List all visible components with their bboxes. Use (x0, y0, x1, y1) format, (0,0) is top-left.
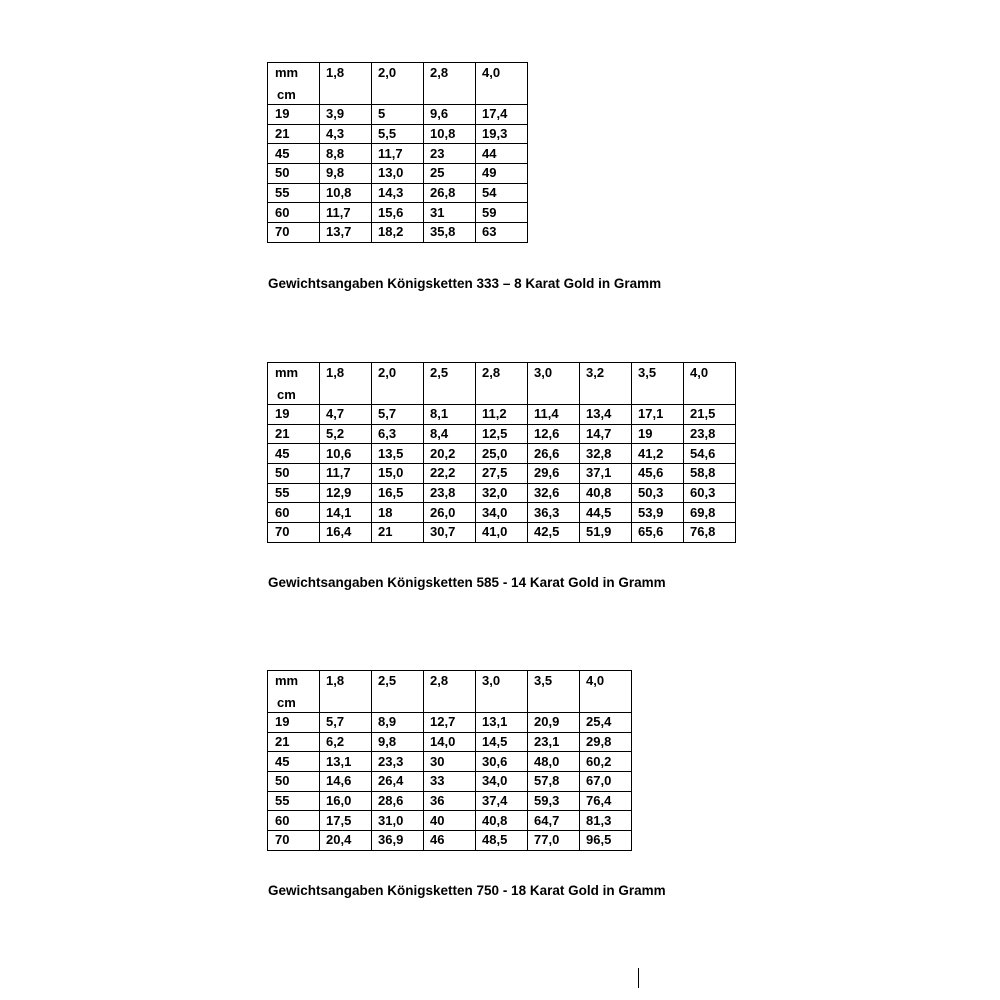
weight-cell: 28,6 (372, 791, 424, 811)
header-row (268, 63, 528, 86)
unit-mm-label: mm (268, 63, 320, 86)
weight-cell: 31,0 (372, 811, 424, 831)
length-cell: 70 (268, 223, 320, 243)
unit-mm-label: mm (268, 671, 320, 694)
weight-cell: 34,0 (476, 772, 528, 792)
table-row (268, 144, 528, 164)
weight-cell: 36,9 (372, 831, 424, 851)
weight-cell: 29,6 (528, 464, 580, 484)
weight-cell: 26,8 (424, 183, 476, 203)
table-row (268, 811, 632, 831)
length-cell: 60 (268, 503, 320, 523)
diameter-header: 1,8 (320, 63, 372, 105)
weight-cell: 23 (424, 144, 476, 164)
weight-cell: 10,8 (320, 183, 372, 203)
length-cell: 45 (268, 144, 320, 164)
weight-cell: 25,4 (580, 713, 632, 733)
table-row (268, 772, 632, 792)
weight-cell: 13,7 (320, 223, 372, 243)
weight-cell: 14,1 (320, 503, 372, 523)
table-row (268, 464, 736, 484)
weight-cell: 64,7 (528, 811, 580, 831)
caption-585: Gewichtsangaben Königsketten 585 - 14 Karat Gold in Gramm (268, 575, 666, 590)
weight-cell: 5 (372, 105, 424, 125)
weight-cell: 27,5 (476, 464, 528, 484)
weight-cell: 65,6 (632, 523, 684, 543)
unit-cm-label: cm (268, 86, 320, 105)
weight-cell: 5,7 (320, 713, 372, 733)
weight-cell: 17,5 (320, 811, 372, 831)
diameter-header: 3,0 (528, 363, 580, 405)
weight-cell: 46 (424, 831, 476, 851)
weight-cell: 36 (424, 791, 476, 811)
table-row (268, 223, 528, 243)
weight-cell: 40 (424, 811, 476, 831)
diameter-header: 3,0 (476, 671, 528, 713)
length-cell: 21 (268, 124, 320, 144)
weight-cell: 26,4 (372, 772, 424, 792)
weight-cell: 67,0 (580, 772, 632, 792)
weight-cell: 14,0 (424, 732, 476, 752)
length-cell: 55 (268, 483, 320, 503)
weight-cell: 54,6 (684, 444, 736, 464)
weight-cell: 76,8 (684, 523, 736, 543)
weight-cell: 49 (476, 164, 528, 184)
weight-cell: 35,8 (424, 223, 476, 243)
weight-cell: 42,5 (528, 523, 580, 543)
weight-cell: 23,8 (684, 424, 736, 444)
header-row (268, 671, 632, 694)
weight-table-750 (267, 670, 632, 851)
length-cell: 50 (268, 164, 320, 184)
length-cell: 50 (268, 464, 320, 484)
weight-cell: 37,4 (476, 791, 528, 811)
weight-cell: 9,8 (372, 732, 424, 752)
table-row (268, 503, 736, 523)
weight-cell: 12,6 (528, 424, 580, 444)
diameter-header: 2,8 (424, 63, 476, 105)
weight-cell: 16,5 (372, 483, 424, 503)
weight-cell: 41,0 (476, 523, 528, 543)
diameter-header: 4,0 (580, 671, 632, 713)
weight-cell: 31 (424, 203, 476, 223)
weight-cell: 13,4 (580, 405, 632, 425)
table-row (268, 732, 632, 752)
header-row (268, 363, 736, 386)
length-cell: 45 (268, 752, 320, 772)
diameter-header: 3,5 (528, 671, 580, 713)
weight-cell: 30 (424, 752, 476, 772)
weight-cell: 63 (476, 223, 528, 243)
weight-cell: 41,2 (632, 444, 684, 464)
weight-cell: 14,3 (372, 183, 424, 203)
weight-cell: 25 (424, 164, 476, 184)
weight-cell: 51,9 (580, 523, 632, 543)
table-row (268, 523, 736, 543)
table-row (268, 183, 528, 203)
diameter-header: 3,5 (632, 363, 684, 405)
weight-cell: 17,4 (476, 105, 528, 125)
weight-cell: 14,5 (476, 732, 528, 752)
weight-cell: 30,6 (476, 752, 528, 772)
weight-cell: 96,5 (580, 831, 632, 851)
weight-cell: 58,8 (684, 464, 736, 484)
length-cell: 50 (268, 772, 320, 792)
weight-cell: 9,6 (424, 105, 476, 125)
weight-cell: 13,1 (476, 713, 528, 733)
weight-cell: 10,8 (424, 124, 476, 144)
weight-cell: 29,8 (580, 732, 632, 752)
weight-cell: 30,7 (424, 523, 476, 543)
weight-cell: 26,0 (424, 503, 476, 523)
diameter-header: 2,0 (372, 63, 424, 105)
weight-cell: 48,0 (528, 752, 580, 772)
weight-cell: 8,4 (424, 424, 476, 444)
weight-cell: 33 (424, 772, 476, 792)
diameter-header: 2,8 (476, 363, 528, 405)
weight-cell: 44,5 (580, 503, 632, 523)
table-row (268, 405, 736, 425)
weight-cell: 50,3 (632, 483, 684, 503)
weight-cell: 54 (476, 183, 528, 203)
weight-cell: 40,8 (580, 483, 632, 503)
weight-cell: 8,1 (424, 405, 476, 425)
weight-cell: 60,3 (684, 483, 736, 503)
weight-cell: 19 (632, 424, 684, 444)
table-row (268, 752, 632, 772)
unit-cm-label: cm (268, 694, 320, 713)
length-cell: 60 (268, 203, 320, 223)
length-cell: 55 (268, 183, 320, 203)
weight-cell: 81,3 (580, 811, 632, 831)
weight-cell: 9,8 (320, 164, 372, 184)
unit-cm-label: cm (268, 386, 320, 405)
weight-cell: 32,0 (476, 483, 528, 503)
length-cell: 70 (268, 523, 320, 543)
weight-cell: 15,0 (372, 464, 424, 484)
diameter-header: 4,0 (684, 363, 736, 405)
weight-cell: 20,9 (528, 713, 580, 733)
length-cell: 19 (268, 105, 320, 125)
weight-cell: 48,5 (476, 831, 528, 851)
length-cell: 55 (268, 791, 320, 811)
diameter-header: 2,8 (424, 671, 476, 713)
table-row (268, 164, 528, 184)
length-cell: 60 (268, 811, 320, 831)
weight-cell: 25,0 (476, 444, 528, 464)
weight-cell: 23,8 (424, 483, 476, 503)
weight-cell: 21,5 (684, 405, 736, 425)
weight-cell: 12,9 (320, 483, 372, 503)
weight-cell: 10,6 (320, 444, 372, 464)
table-row (268, 444, 736, 464)
diameter-header: 3,2 (580, 363, 632, 405)
diameter-header: 1,8 (320, 671, 372, 713)
weight-cell: 4,7 (320, 405, 372, 425)
weight-cell: 20,4 (320, 831, 372, 851)
weight-cell: 14,6 (320, 772, 372, 792)
caption-750: Gewichtsangaben Königsketten 750 - 18 Karat Gold in Gramm (268, 883, 666, 898)
length-cell: 70 (268, 831, 320, 851)
unit-mm-label: mm (268, 363, 320, 386)
weight-cell: 13,0 (372, 164, 424, 184)
table-row (268, 105, 528, 125)
diameter-header: 2,0 (372, 363, 424, 405)
weight-cell: 6,3 (372, 424, 424, 444)
weight-cell: 22,2 (424, 464, 476, 484)
weight-cell: 8,9 (372, 713, 424, 733)
weight-cell: 18,2 (372, 223, 424, 243)
weight-cell: 34,0 (476, 503, 528, 523)
weight-cell: 16,4 (320, 523, 372, 543)
weight-cell: 26,6 (528, 444, 580, 464)
weight-cell: 11,7 (320, 203, 372, 223)
weight-cell: 17,1 (632, 405, 684, 425)
table-row (268, 791, 632, 811)
weight-cell: 14,7 (580, 424, 632, 444)
weight-cell: 23,3 (372, 752, 424, 772)
diameter-header: 4,0 (476, 63, 528, 105)
table-row (268, 483, 736, 503)
weight-cell: 11,4 (528, 405, 580, 425)
table-row (268, 124, 528, 144)
weight-cell: 12,7 (424, 713, 476, 733)
weight-cell: 45,6 (632, 464, 684, 484)
length-cell: 19 (268, 405, 320, 425)
text-cursor (638, 968, 639, 988)
weight-cell: 12,5 (476, 424, 528, 444)
weight-cell: 3,9 (320, 105, 372, 125)
diameter-header: 1,8 (320, 363, 372, 405)
weight-cell: 32,6 (528, 483, 580, 503)
weight-cell: 11,7 (372, 144, 424, 164)
table-row (268, 203, 528, 223)
weight-cell: 6,2 (320, 732, 372, 752)
weight-cell: 13,5 (372, 444, 424, 464)
length-cell: 21 (268, 424, 320, 444)
weight-cell: 19,3 (476, 124, 528, 144)
weight-cell: 21 (372, 523, 424, 543)
weight-cell: 69,8 (684, 503, 736, 523)
weight-cell: 11,2 (476, 405, 528, 425)
weight-cell: 57,8 (528, 772, 580, 792)
weight-cell: 59,3 (528, 791, 580, 811)
weight-cell: 32,8 (580, 444, 632, 464)
weight-cell: 76,4 (580, 791, 632, 811)
weight-table-333 (267, 62, 528, 243)
weight-cell: 44 (476, 144, 528, 164)
weight-cell: 37,1 (580, 464, 632, 484)
weight-cell: 13,1 (320, 752, 372, 772)
weight-cell: 20,2 (424, 444, 476, 464)
weight-cell: 5,2 (320, 424, 372, 444)
weight-cell: 53,9 (632, 503, 684, 523)
weight-cell: 5,5 (372, 124, 424, 144)
weight-cell: 18 (372, 503, 424, 523)
weight-cell: 8,8 (320, 144, 372, 164)
weight-cell: 36,3 (528, 503, 580, 523)
weight-cell: 77,0 (528, 831, 580, 851)
weight-cell: 16,0 (320, 791, 372, 811)
weight-cell: 59 (476, 203, 528, 223)
diameter-header: 2,5 (372, 671, 424, 713)
table-row (268, 831, 632, 851)
weight-cell: 40,8 (476, 811, 528, 831)
weight-cell: 5,7 (372, 405, 424, 425)
length-cell: 19 (268, 713, 320, 733)
caption-333: Gewichtsangaben Königsketten 333 – 8 Karat Gold in Gramm (268, 276, 662, 291)
table-row (268, 424, 736, 444)
weight-cell: 4,3 (320, 124, 372, 144)
length-cell: 45 (268, 444, 320, 464)
weight-cell: 11,7 (320, 464, 372, 484)
weight-cell: 23,1 (528, 732, 580, 752)
weight-cell: 60,2 (580, 752, 632, 772)
diameter-header: 2,5 (424, 363, 476, 405)
weight-cell: 15,6 (372, 203, 424, 223)
weight-table-585 (267, 362, 736, 543)
table-row (268, 713, 632, 733)
length-cell: 21 (268, 732, 320, 752)
